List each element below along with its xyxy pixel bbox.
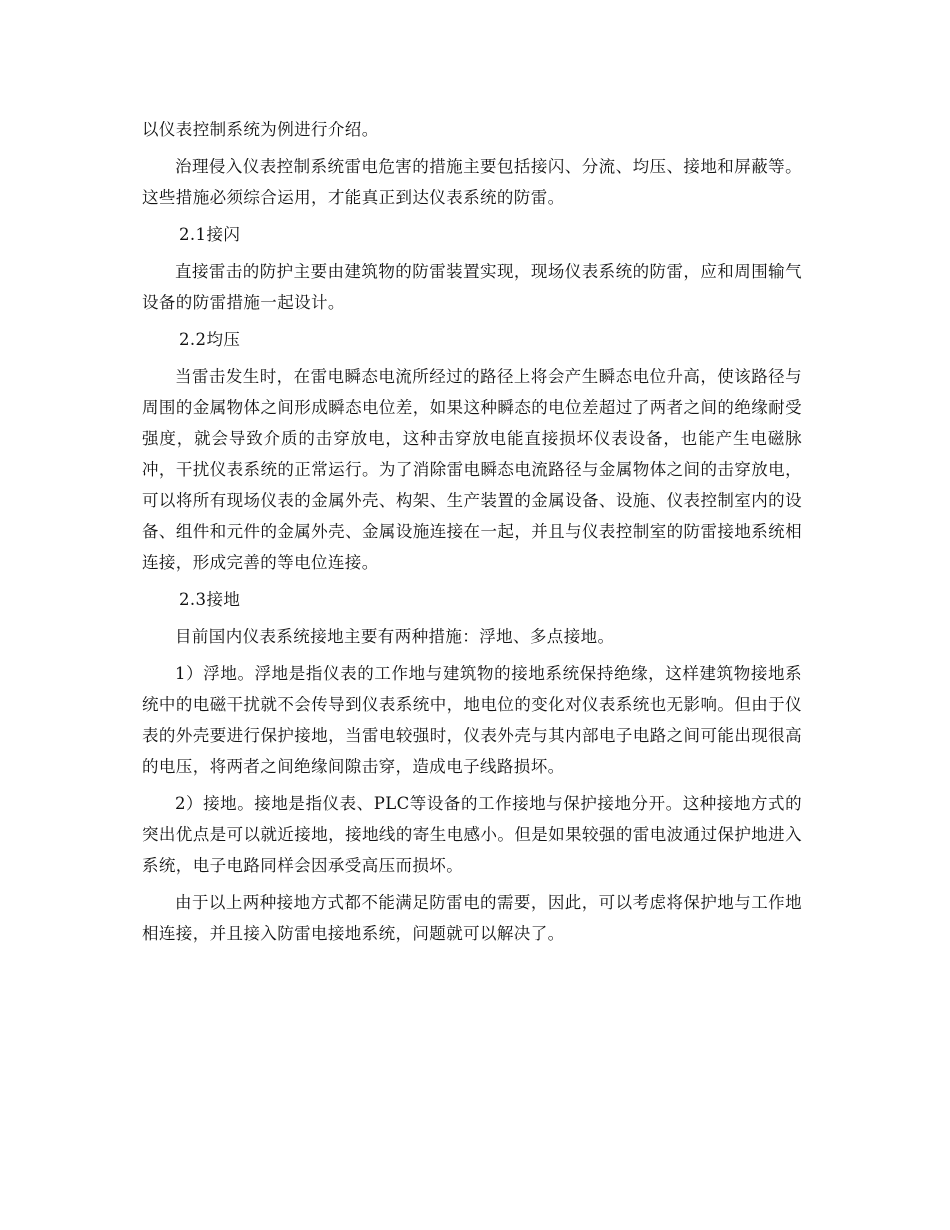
intro-tail-paragraph: 以仪表控制系统为例进行介绍。: [142, 120, 379, 139]
section-heading-2-2: 2.2均压: [179, 330, 241, 349]
measures-paragraph: 治理侵入仪表控制系统雷电危害的措施主要包括接闪、分流、均压、接地和屏蔽等。这些措施必须综合运用，才能真正到达仪表系统的防雷。: [142, 157, 802, 207]
section-2-2-paragraph: 当雷击发生时，在雷电瞬态电流所经过的路径上将会产生瞬态电位升高，使该路径与周围的金属物体之间形成瞬态电位差，如果这种瞬态的电位差超过了两者之间的绝缘耐受强度，就会导致介质的击穿放电，这种击穿放电能直接损坏仪表设备，也能产生电磁脉冲，干扰仪表系统的正常运行。为了消除雷电瞬态电流路径与金属物体之间的击穿放电，可以将所有现场仪表的金属外壳、构架、生产装置的金属设备、设施、仪表控制室内的设备、组件和元件的金属外壳、金属设施连接在一起，并且与仪表控制室的防雷接地系统相连接，形成完善的等电位连接。: [142, 367, 802, 572]
floating-ground-paragraph: 1）浮地。浮地是指仪表的工作地与建筑物的接地系统保持绝缘，这样建筑物接地系统中的电磁干扰就不会传导到仪表系统中，地电位的变化对仪表系统也无影响。但由于仪表的外壳要进行保护接地，当雷电较强时，仪表外壳与其内部电子电路之间可能出现很高的电压，将两者之间绝缘间隙击穿，造成电子线路损坏。: [142, 664, 802, 776]
document-body: [142, 114, 802, 955]
section-2-3-paragraph: 目前国内仪表系统接地主要有两种措施：浮地、多点接地。: [175, 627, 615, 646]
conclusion-paragraph: 由于以上两种接地方式都不能满足防雷电的需要，因此，可以考虑将保护地与工作地相连接，并且接入防雷电接地系统，问题就可以解决了。: [142, 893, 802, 943]
section-heading-2-1: 2.1接闪: [179, 225, 241, 244]
grounding-paragraph: 2）接地。接地是指仪表、PLC等设备的工作接地与保护接地分开。这种接地方式的突出优点是可以就近接地，接地线的寄生电感小。但是如果较强的雷电波通过保护地进入系统，电子电路同样会因承受高压而损坏。: [142, 794, 802, 875]
section-2-1-paragraph: 直接雷击的防护主要由建筑物的防雷装置实现，现场仪表系统的防雷，应和周围输气设备的防雷措施一起设计。: [142, 262, 802, 312]
section-heading-2-3: 2.3接地: [179, 590, 241, 609]
